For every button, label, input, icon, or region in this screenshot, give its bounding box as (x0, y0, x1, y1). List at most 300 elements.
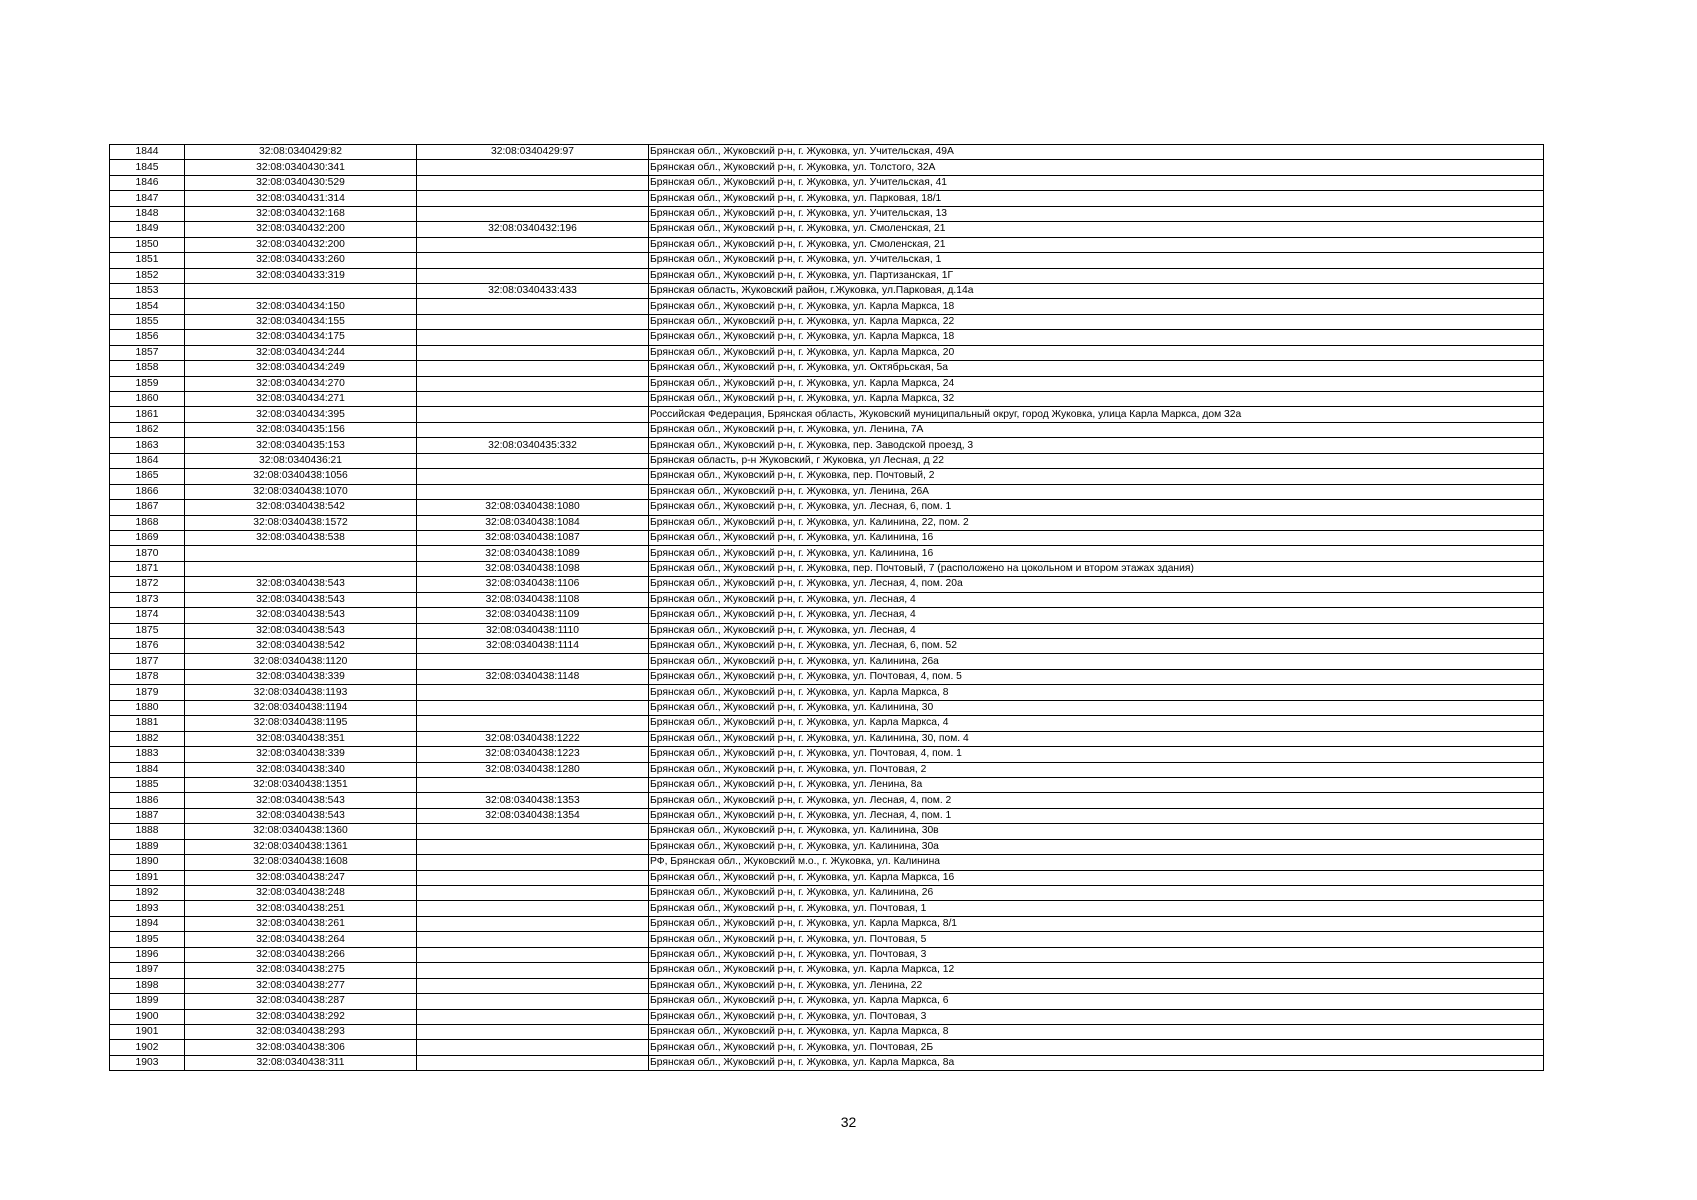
row-number-cell: 1867 (110, 500, 185, 515)
address-cell: Брянская обл., Жуковский р-н, г. Жуковка, ул. Карла Маркса, 16 (649, 870, 1544, 885)
row-number-cell: 1898 (110, 978, 185, 993)
table-row (110, 345, 1544, 360)
land-cadastral-number-cell: 32:08:0340438:1572 (185, 515, 417, 530)
address-cell: Брянская обл., Жуковский р-н, г. Жуковка, ул. Октябрьская, 5а (649, 361, 1544, 376)
land-cadastral-number-cell: 32:08:0340438:339 (185, 747, 417, 762)
object-cadastral-number-cell (417, 345, 649, 360)
registry-table (109, 144, 1544, 1071)
row-number-cell: 1900 (110, 1009, 185, 1024)
land-cadastral-number-cell: 32:08:0340438:277 (185, 978, 417, 993)
row-number-cell: 1882 (110, 731, 185, 746)
object-cadastral-number-cell: 32:08:0340435:332 (417, 438, 649, 453)
row-number-cell: 1884 (110, 762, 185, 777)
row-number-cell: 1885 (110, 777, 185, 792)
row-number-cell: 1869 (110, 530, 185, 545)
object-cadastral-number-cell (417, 175, 649, 190)
row-number-cell: 1844 (110, 145, 185, 160)
row-number-cell: 1890 (110, 855, 185, 870)
object-cadastral-number-cell (417, 268, 649, 283)
row-number-cell: 1851 (110, 253, 185, 268)
address-cell: Брянская обл., Жуковский р-н, г. Жуковка, ул. Лесная, 6, пом. 52 (649, 639, 1544, 654)
address-cell: Брянская обл., Жуковский р-н, г. Жуковка, ул. Карла Маркса, 8 (649, 1024, 1544, 1039)
table-row (110, 191, 1544, 206)
table-row (110, 469, 1544, 484)
object-cadastral-number-cell: 32:08:0340438:1353 (417, 793, 649, 808)
address-cell: Брянская обл., Жуковский р-н, г. Жуковка, ул. Почтовая, 3 (649, 947, 1544, 962)
land-cadastral-number-cell: 32:08:0340438:339 (185, 669, 417, 684)
row-number-cell: 1858 (110, 361, 185, 376)
table-row (110, 500, 1544, 515)
land-cadastral-number-cell: 32:08:0340438:1195 (185, 716, 417, 731)
address-cell: Брянская обл., Жуковский р-н, г. Жуковка, пер. Почтовый, 7 (расположено на цокольном и втором этажах здания) (649, 561, 1544, 576)
land-cadastral-number-cell: 32:08:0340434:270 (185, 376, 417, 391)
address-cell: Брянская обл., Жуковский р-н, г. Жуковка, ул. Учительская, 41 (649, 175, 1544, 190)
address-cell: Брянская обл., Жуковский р-н, г. Жуковка, ул. Лесная, 4 (649, 592, 1544, 607)
table-row (110, 978, 1544, 993)
object-cadastral-number-cell (417, 253, 649, 268)
row-number-cell: 1862 (110, 422, 185, 437)
table-row (110, 1040, 1544, 1055)
object-cadastral-number-cell (417, 237, 649, 252)
row-number-cell: 1897 (110, 963, 185, 978)
address-cell: Брянская обл., Жуковский р-н, г. Жуковка, ул. Карла Маркса, 18 (649, 299, 1544, 314)
address-cell: Брянская обл., Жуковский р-н, г. Жуковка, ул. Калинина, 16 (649, 546, 1544, 561)
address-cell: Брянская обл., Жуковский р-н, г. Жуковка, ул. Карла Маркса, 4 (649, 716, 1544, 731)
land-cadastral-number-cell: 32:08:0340438:1056 (185, 469, 417, 484)
table-row (110, 206, 1544, 221)
table-row (110, 253, 1544, 268)
row-number-cell: 1902 (110, 1040, 185, 1055)
table-row (110, 530, 1544, 545)
object-cadastral-number-cell (417, 1040, 649, 1055)
land-cadastral-number-cell: 32:08:0340438:542 (185, 500, 417, 515)
object-cadastral-number-cell: 32:08:0340429:97 (417, 145, 649, 160)
object-cadastral-number-cell: 32:08:0340438:1280 (417, 762, 649, 777)
table-row (110, 623, 1544, 638)
address-cell: Брянская обл., Жуковский р-н, г. Жуковка, ул. Карла Маркса, 6 (649, 994, 1544, 1009)
row-number-cell: 1896 (110, 947, 185, 962)
object-cadastral-number-cell: 32:08:0340438:1114 (417, 639, 649, 654)
table-row (110, 577, 1544, 592)
address-cell: Брянская обл., Жуковский р-н, г. Жуковка, ул. Партизанская, 1Г (649, 268, 1544, 283)
object-cadastral-number-cell: 32:08:0340438:1087 (417, 530, 649, 545)
row-number-cell: 1903 (110, 1055, 185, 1070)
row-number-cell: 1852 (110, 268, 185, 283)
table-row (110, 515, 1544, 530)
row-number-cell: 1886 (110, 793, 185, 808)
address-cell: Брянская обл., Жуковский р-н, г. Жуковка, ул. Почтовая, 3 (649, 1009, 1544, 1024)
land-cadastral-number-cell: 32:08:0340438:1070 (185, 484, 417, 499)
land-cadastral-number-cell: 32:08:0340434:175 (185, 330, 417, 345)
land-cadastral-number-cell: 32:08:0340432:200 (185, 222, 417, 237)
row-number-cell: 1865 (110, 469, 185, 484)
row-number-cell: 1845 (110, 160, 185, 175)
row-number-cell: 1854 (110, 299, 185, 314)
address-cell: Брянская обл., Жуковский р-н, г. Жуковка, ул. Карла Маркса, 24 (649, 376, 1544, 391)
table-row (110, 901, 1544, 916)
land-cadastral-number-cell: 32:08:0340438:251 (185, 901, 417, 916)
object-cadastral-number-cell (417, 777, 649, 792)
table-row (110, 762, 1544, 777)
table-row (110, 824, 1544, 839)
row-number-cell: 1880 (110, 700, 185, 715)
object-cadastral-number-cell: 32:08:0340438:1223 (417, 747, 649, 762)
land-cadastral-number-cell: 32:08:0340429:82 (185, 145, 417, 160)
address-cell: Брянская обл., Жуковский р-н, г. Жуковка, ул. Учительская, 13 (649, 206, 1544, 221)
row-number-cell: 1874 (110, 608, 185, 623)
table-row (110, 546, 1544, 561)
address-cell: Брянская обл., Жуковский р-н, г. Жуковка, ул. Карла Маркса, 8а (649, 1055, 1544, 1070)
row-number-cell: 1860 (110, 392, 185, 407)
object-cadastral-number-cell (417, 299, 649, 314)
land-cadastral-number-cell: 32:08:0340438:542 (185, 639, 417, 654)
land-cadastral-number-cell: 32:08:0340438:543 (185, 623, 417, 638)
address-cell: Брянская обл., Жуковский р-н, г. Жуковка, ул. Карла Маркса, 32 (649, 392, 1544, 407)
object-cadastral-number-cell (417, 963, 649, 978)
table-row (110, 592, 1544, 607)
address-cell: Брянская обл., Жуковский р-н, г. Жуковка, ул. Ленина, 22 (649, 978, 1544, 993)
object-cadastral-number-cell (417, 685, 649, 700)
object-cadastral-number-cell (417, 191, 649, 206)
row-number-cell: 1899 (110, 994, 185, 1009)
address-cell: Брянская обл., Жуковский р-н, г. Жуковка, ул. Почтовая, 5 (649, 932, 1544, 947)
row-number-cell: 1850 (110, 237, 185, 252)
land-cadastral-number-cell: 32:08:0340434:150 (185, 299, 417, 314)
address-cell: Брянская обл., Жуковский р-н, г. Жуковка, ул. Почтовая, 2Б (649, 1040, 1544, 1055)
row-number-cell: 1878 (110, 669, 185, 684)
row-number-cell: 1877 (110, 654, 185, 669)
row-number-cell: 1875 (110, 623, 185, 638)
table-row (110, 330, 1544, 345)
table-row (110, 438, 1544, 453)
row-number-cell: 1895 (110, 932, 185, 947)
row-number-cell: 1856 (110, 330, 185, 345)
table-row (110, 916, 1544, 931)
address-cell: Брянская обл., Жуковский р-н, г. Жуковка, ул. Парковая, 18/1 (649, 191, 1544, 206)
address-cell: Брянская обл., Жуковский р-н, г. Жуковка, ул. Карла Маркса, 8/1 (649, 916, 1544, 931)
land-cadastral-number-cell: 32:08:0340433:319 (185, 268, 417, 283)
table-row (110, 870, 1544, 885)
row-number-cell: 1892 (110, 886, 185, 901)
land-cadastral-number-cell: 32:08:0340438:351 (185, 731, 417, 746)
object-cadastral-number-cell: 32:08:0340438:1148 (417, 669, 649, 684)
land-cadastral-number-cell: 32:08:0340431:314 (185, 191, 417, 206)
object-cadastral-number-cell (417, 469, 649, 484)
row-number-cell: 1868 (110, 515, 185, 530)
object-cadastral-number-cell: 32:08:0340438:1222 (417, 731, 649, 746)
land-cadastral-number-cell: 32:08:0340435:153 (185, 438, 417, 453)
row-number-cell: 1887 (110, 808, 185, 823)
land-cadastral-number-cell: 32:08:0340438:1193 (185, 685, 417, 700)
object-cadastral-number-cell: 32:08:0340432:196 (417, 222, 649, 237)
object-cadastral-number-cell: 32:08:0340438:1354 (417, 808, 649, 823)
land-cadastral-number-cell: 32:08:0340434:244 (185, 345, 417, 360)
table-row (110, 793, 1544, 808)
row-number-cell: 1849 (110, 222, 185, 237)
object-cadastral-number-cell (417, 886, 649, 901)
row-number-cell: 1871 (110, 561, 185, 576)
registry-table-body (110, 145, 1544, 1071)
table-row (110, 947, 1544, 962)
table-row (110, 453, 1544, 468)
table-row (110, 1009, 1544, 1024)
address-cell: Брянская обл., Жуковский р-н, г. Жуковка, ул. Карла Маркса, 18 (649, 330, 1544, 345)
table-row (110, 654, 1544, 669)
object-cadastral-number-cell (417, 330, 649, 345)
object-cadastral-number-cell: 32:08:0340438:1098 (417, 561, 649, 576)
table-row (110, 855, 1544, 870)
land-cadastral-number-cell: 32:08:0340438:264 (185, 932, 417, 947)
object-cadastral-number-cell: 32:08:0340438:1106 (417, 577, 649, 592)
row-number-cell: 1901 (110, 1024, 185, 1039)
land-cadastral-number-cell (185, 546, 417, 561)
address-cell: Брянская обл., Жуковский р-н, г. Жуковка, ул. Карла Маркса, 22 (649, 314, 1544, 329)
object-cadastral-number-cell (417, 314, 649, 329)
address-cell: Брянская обл., Жуковский р-н, г. Жуковка, ул. Карла Маркса, 20 (649, 345, 1544, 360)
table-row (110, 422, 1544, 437)
land-cadastral-number-cell: 32:08:0340430:341 (185, 160, 417, 175)
object-cadastral-number-cell (417, 716, 649, 731)
land-cadastral-number-cell: 32:08:0340430:529 (185, 175, 417, 190)
address-cell: Брянская обл., Жуковский р-н, г. Жуковка, ул. Калинина, 22, пом. 2 (649, 515, 1544, 530)
address-cell: Брянская обл., Жуковский р-н, г. Жуковка, ул. Смоленская, 21 (649, 237, 1544, 252)
table-row (110, 669, 1544, 684)
table-row (110, 314, 1544, 329)
object-cadastral-number-cell (417, 700, 649, 715)
table-row (110, 237, 1544, 252)
object-cadastral-number-cell (417, 206, 649, 221)
row-number-cell: 1889 (110, 839, 185, 854)
object-cadastral-number-cell: 32:08:0340438:1080 (417, 500, 649, 515)
address-cell: Российская Федерация, Брянская область, Жуковский муниципальный округ, город Жуковка, улица Карла Маркса, дом 32а (649, 407, 1544, 422)
land-cadastral-number-cell: 32:08:0340438:543 (185, 592, 417, 607)
table-row (110, 731, 1544, 746)
address-cell: Брянская обл., Жуковский р-н, г. Жуковка, ул. Карла Маркса, 12 (649, 963, 1544, 978)
row-number-cell: 1870 (110, 546, 185, 561)
land-cadastral-number-cell (185, 561, 417, 576)
row-number-cell: 1891 (110, 870, 185, 885)
row-number-cell: 1857 (110, 345, 185, 360)
table-row (110, 222, 1544, 237)
page-number: 32 (840, 1114, 857, 1130)
table-row (110, 700, 1544, 715)
object-cadastral-number-cell (417, 376, 649, 391)
row-number-cell: 1873 (110, 592, 185, 607)
land-cadastral-number-cell: 32:08:0340438:543 (185, 808, 417, 823)
object-cadastral-number-cell (417, 407, 649, 422)
row-number-cell: 1866 (110, 484, 185, 499)
land-cadastral-number-cell: 32:08:0340438:543 (185, 608, 417, 623)
address-cell: Брянская обл., Жуковский р-н, г. Жуковка, ул. Калинина, 30 (649, 700, 1544, 715)
land-cadastral-number-cell: 32:08:0340438:306 (185, 1040, 417, 1055)
object-cadastral-number-cell (417, 1009, 649, 1024)
table-row (110, 392, 1544, 407)
table-row (110, 932, 1544, 947)
land-cadastral-number-cell: 32:08:0340433:260 (185, 253, 417, 268)
row-number-cell: 1864 (110, 453, 185, 468)
table-row (110, 685, 1544, 700)
land-cadastral-number-cell: 32:08:0340438:293 (185, 1024, 417, 1039)
address-cell: Брянская обл., Жуковский р-н, г. Жуковка, ул. Учительская, 49А (649, 145, 1544, 160)
address-cell: Брянская обл., Жуковский р-н, г. Жуковка, ул. Лесная, 6, пом. 1 (649, 500, 1544, 515)
land-cadastral-number-cell: 32:08:0340438:287 (185, 994, 417, 1009)
object-cadastral-number-cell (417, 994, 649, 1009)
table-row (110, 361, 1544, 376)
land-cadastral-number-cell: 32:08:0340435:156 (185, 422, 417, 437)
address-cell: Брянская обл., Жуковский р-н, г. Жуковка, ул. Почтовая, 2 (649, 762, 1544, 777)
object-cadastral-number-cell (417, 1024, 649, 1039)
address-cell: Брянская обл., Жуковский р-н, г. Жуковка, пер. Почтовый, 2 (649, 469, 1544, 484)
table-row (110, 608, 1544, 623)
land-cadastral-number-cell: 32:08:0340438:340 (185, 762, 417, 777)
address-cell: Брянская обл., Жуковский р-н, г. Жуковка, ул. Карла Маркса, 8 (649, 685, 1544, 700)
land-cadastral-number-cell: 32:08:0340438:1351 (185, 777, 417, 792)
address-cell: Брянская обл., Жуковский р-н, г. Жуковка, пер. Заводской проезд, 3 (649, 438, 1544, 453)
table-row (110, 716, 1544, 731)
land-cadastral-number-cell (185, 283, 417, 298)
land-cadastral-number-cell: 32:08:0340438:266 (185, 947, 417, 962)
row-number-cell: 1894 (110, 916, 185, 931)
address-cell: Брянская обл., Жуковский р-н, г. Жуковка, ул. Ленина, 8а (649, 777, 1544, 792)
object-cadastral-number-cell (417, 1055, 649, 1070)
object-cadastral-number-cell: 32:08:0340438:1109 (417, 608, 649, 623)
row-number-cell: 1855 (110, 314, 185, 329)
address-cell: Брянская обл., Жуковский р-н, г. Жуковка, ул. Лесная, 4, пом. 1 (649, 808, 1544, 823)
table-row (110, 268, 1544, 283)
land-cadastral-number-cell: 32:08:0340438:1608 (185, 855, 417, 870)
address-cell: Брянская обл., Жуковский р-н, г. Жуковка, ул. Смоленская, 21 (649, 222, 1544, 237)
address-cell: Брянская обл., Жуковский р-н, г. Жуковка, ул. Почтовая, 1 (649, 901, 1544, 916)
row-number-cell: 1848 (110, 206, 185, 221)
object-cadastral-number-cell (417, 978, 649, 993)
land-cadastral-number-cell: 32:08:0340438:247 (185, 870, 417, 885)
table-row (110, 160, 1544, 175)
table-row (110, 747, 1544, 762)
object-cadastral-number-cell (417, 160, 649, 175)
object-cadastral-number-cell (417, 824, 649, 839)
object-cadastral-number-cell: 32:08:0340438:1084 (417, 515, 649, 530)
address-cell: Брянская обл., Жуковский р-н, г. Жуковка, ул. Калинина, 16 (649, 530, 1544, 545)
table-row (110, 145, 1544, 160)
object-cadastral-number-cell (417, 453, 649, 468)
row-number-cell: 1883 (110, 747, 185, 762)
row-number-cell: 1853 (110, 283, 185, 298)
table-row (110, 1024, 1544, 1039)
table-row (110, 561, 1544, 576)
object-cadastral-number-cell (417, 855, 649, 870)
row-number-cell: 1861 (110, 407, 185, 422)
row-number-cell: 1879 (110, 685, 185, 700)
land-cadastral-number-cell: 32:08:0340438:538 (185, 530, 417, 545)
address-cell: Брянская обл., Жуковский р-н, г. Жуковка, ул. Ленина, 7А (649, 422, 1544, 437)
land-cadastral-number-cell: 32:08:0340434:395 (185, 407, 417, 422)
table-row (110, 484, 1544, 499)
table-row (110, 639, 1544, 654)
address-cell: Брянская обл., Жуковский р-н, г. Жуковка, ул. Калинина, 30, пом. 4 (649, 731, 1544, 746)
land-cadastral-number-cell: 32:08:0340438:1194 (185, 700, 417, 715)
row-number-cell: 1881 (110, 716, 185, 731)
table-row (110, 299, 1544, 314)
object-cadastral-number-cell: 32:08:0340438:1108 (417, 592, 649, 607)
row-number-cell: 1872 (110, 577, 185, 592)
land-cadastral-number-cell: 32:08:0340438:311 (185, 1055, 417, 1070)
row-number-cell: 1893 (110, 901, 185, 916)
object-cadastral-number-cell (417, 839, 649, 854)
object-cadastral-number-cell (417, 654, 649, 669)
table-row (110, 777, 1544, 792)
address-cell: Брянская обл., Жуковский р-н, г. Жуковка, ул. Учительская, 1 (649, 253, 1544, 268)
land-cadastral-number-cell: 32:08:0340438:248 (185, 886, 417, 901)
object-cadastral-number-cell (417, 901, 649, 916)
row-number-cell: 1876 (110, 639, 185, 654)
table-row (110, 886, 1544, 901)
land-cadastral-number-cell: 32:08:0340438:543 (185, 793, 417, 808)
land-cadastral-number-cell: 32:08:0340438:1120 (185, 654, 417, 669)
land-cadastral-number-cell: 32:08:0340438:261 (185, 916, 417, 931)
address-cell: Брянская область, р-н Жуковский, г Жуковка, ул Лесная, д 22 (649, 453, 1544, 468)
address-cell: Брянская обл., Жуковский р-н, г. Жуковка, ул. Лесная, 4, пом. 2 (649, 793, 1544, 808)
address-cell: Брянская обл., Жуковский р-н, г. Жуковка, ул. Почтовая, 4, пом. 5 (649, 669, 1544, 684)
object-cadastral-number-cell (417, 870, 649, 885)
table-row (110, 175, 1544, 190)
object-cadastral-number-cell (417, 947, 649, 962)
land-cadastral-number-cell: 32:08:0340436:21 (185, 453, 417, 468)
object-cadastral-number-cell: 32:08:0340438:1110 (417, 623, 649, 638)
address-cell: РФ, Брянская обл., Жуковский м.о., г. Жуковка, ул. Калинина (649, 855, 1544, 870)
object-cadastral-number-cell: 32:08:0340438:1089 (417, 546, 649, 561)
table-row (110, 839, 1544, 854)
address-cell: Брянская обл., Жуковский р-н, г. Жуковка, ул. Калинина, 30в (649, 824, 1544, 839)
land-cadastral-number-cell: 32:08:0340434:271 (185, 392, 417, 407)
object-cadastral-number-cell (417, 932, 649, 947)
table-row (110, 1055, 1544, 1070)
table-row (110, 407, 1544, 422)
land-cadastral-number-cell: 32:08:0340438:1361 (185, 839, 417, 854)
address-cell: Брянская обл., Жуковский р-н, г. Жуковка, ул. Лесная, 4 (649, 623, 1544, 638)
address-cell: Брянская обл., Жуковский р-н, г. Жуковка, ул. Лесная, 4, пом. 20а (649, 577, 1544, 592)
land-cadastral-number-cell: 32:08:0340434:155 (185, 314, 417, 329)
object-cadastral-number-cell (417, 422, 649, 437)
land-cadastral-number-cell: 32:08:0340434:249 (185, 361, 417, 376)
land-cadastral-number-cell: 32:08:0340432:168 (185, 206, 417, 221)
land-cadastral-number-cell: 32:08:0340438:292 (185, 1009, 417, 1024)
land-cadastral-number-cell: 32:08:0340438:543 (185, 577, 417, 592)
address-cell: Брянская обл., Жуковский р-н, г. Жуковка, ул. Калинина, 26а (649, 654, 1544, 669)
land-cadastral-number-cell: 32:08:0340432:200 (185, 237, 417, 252)
table-row (110, 963, 1544, 978)
row-number-cell: 1888 (110, 824, 185, 839)
table-row (110, 808, 1544, 823)
object-cadastral-number-cell: 32:08:0340433:433 (417, 283, 649, 298)
table-row (110, 994, 1544, 1009)
table-row (110, 376, 1544, 391)
address-cell: Брянская обл., Жуковский р-н, г. Жуковка, ул. Калинина, 30а (649, 839, 1544, 854)
table-row (110, 283, 1544, 298)
object-cadastral-number-cell (417, 361, 649, 376)
address-cell: Брянская обл., Жуковский р-н, г. Жуковка, ул. Калинина, 26 (649, 886, 1544, 901)
address-cell: Брянская область, Жуковский район, г.Жуковка, ул.Парковая, д.14а (649, 283, 1544, 298)
address-cell: Брянская обл., Жуковский р-н, г. Жуковка, ул. Толстого, 32А (649, 160, 1544, 175)
object-cadastral-number-cell (417, 916, 649, 931)
row-number-cell: 1859 (110, 376, 185, 391)
row-number-cell: 1847 (110, 191, 185, 206)
object-cadastral-number-cell (417, 392, 649, 407)
row-number-cell: 1863 (110, 438, 185, 453)
row-number-cell: 1846 (110, 175, 185, 190)
object-cadastral-number-cell (417, 484, 649, 499)
address-cell: Брянская обл., Жуковский р-н, г. Жуковка, ул. Лесная, 4 (649, 608, 1544, 623)
land-cadastral-number-cell: 32:08:0340438:1360 (185, 824, 417, 839)
